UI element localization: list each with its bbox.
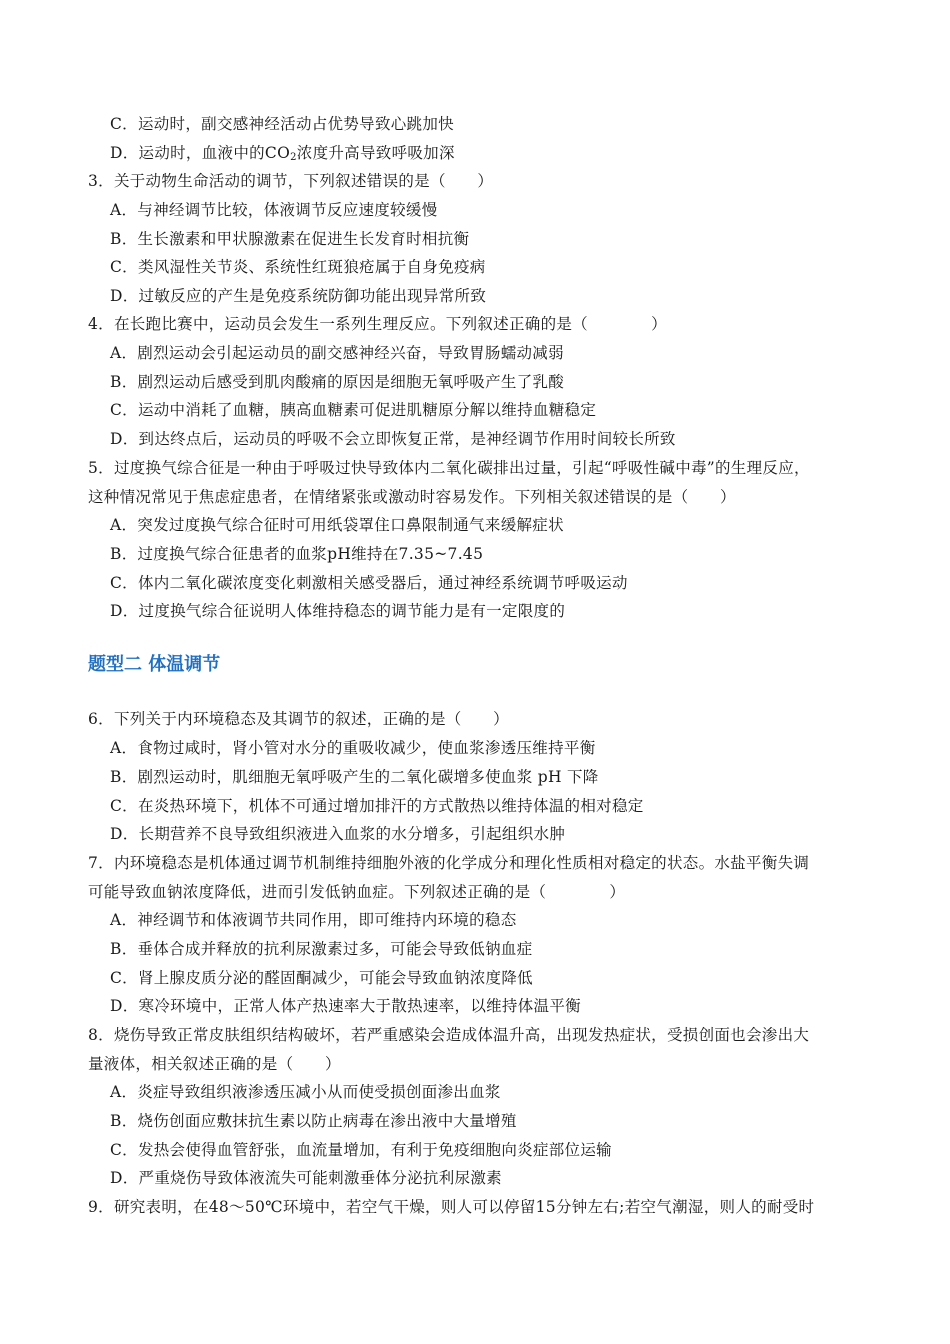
q2-option-c: C．运动时，副交感神经活动占优势导致心跳加快 xyxy=(110,115,454,133)
q7-option-a: A．神经调节和体液调节共同作用，即可维持内环境的稳态 xyxy=(110,911,517,929)
q7-option-c: C．肾上腺皮质分泌的醛固酮减少，可能会导致血钠浓度降低 xyxy=(110,969,533,987)
q7-option-d: D．寒冷环境中，正常人体产热速率大于散热速率，以维持体温平衡 xyxy=(110,997,581,1015)
q8-option-b: B．烧伤创面应敷抹抗生素以防止病毒在渗出液中大量增殖 xyxy=(110,1112,517,1130)
q8-stem-line-2: 量液体，相关叙述正确的是（ ） xyxy=(88,1055,341,1073)
q7-stem-line-1: 7．内环境稳态是机体通过调节机制维持细胞外液的化学成分和理化性质相对稳定的状态。水盐平衡失调 xyxy=(88,854,810,872)
q4-stem: 4．在长跑比赛中，运动员会发生一系列生理反应。下列叙述正确的是（ ） xyxy=(88,315,667,333)
q8-stem-line-1: 8．烧伤导致正常皮肤组织结构破坏，若严重感染会造成体温升高，出现发热症状，受损创面也会渗出大 xyxy=(88,1026,810,1044)
co2-subscript: 2 xyxy=(290,152,297,163)
q2-option-d-text: D．运动时，血液中的CO xyxy=(110,144,291,162)
q8-option-c: C．发热会使得血管舒张，血流量增加，有利于免疫细胞向炎症部位运输 xyxy=(110,1141,612,1159)
q6-option-b: B．剧烈运动时，肌细胞无氧呼吸产生的二氧化碳增多使血浆 pH 下降 xyxy=(110,768,599,786)
q8-option-d: D．严重烧伤导致体液流失可能刺激垂体分泌抗利尿激素 xyxy=(110,1169,502,1187)
q2-option-d xyxy=(110,142,455,169)
q8-option-a: A．炎症导致组织液渗透压减小从而使受损创面渗出血浆 xyxy=(110,1083,501,1101)
q5-option-d: D．过度换气综合征说明人体维持稳态的调节能力是有一定限度的 xyxy=(110,602,566,620)
q4-option-c: C．运动中消耗了血糖，胰高血糖素可促进肌糖原分解以维持血糖稳定 xyxy=(110,401,597,419)
q3-option-c: C．类风湿性关节炎、系统性红斑狼疮属于自身免疫病 xyxy=(110,258,486,276)
q4-option-a: A．剧烈运动会引起运动员的副交感神经兴奋，导致胃肠蠕动减弱 xyxy=(110,344,564,362)
q5-option-b: B．过度换气综合征患者的血浆pH维持在7.35~7.45 xyxy=(110,545,484,563)
q6-stem: 6．下列关于内环境稳态及其调节的叙述，正确的是（ ） xyxy=(88,710,509,728)
q3-option-a: A．与神经调节比较，体液调节反应速度较缓慢 xyxy=(110,201,438,219)
q6-option-c: C．在炎热环境下，机体不可通过增加排汗的方式散热以维持体温的相对稳定 xyxy=(110,797,644,815)
q4-option-b: B．剧烈运动后感受到肌肉酸痛的原因是细胞无氧呼吸产生了乳酸 xyxy=(110,373,565,391)
q5-stem-line-2: 这种情况常见于焦虑症患者，在情绪紧张或激动时容易发作。下列相关叙述错误的是（ ） xyxy=(88,488,736,506)
section-heading: 题型二 体温调节 xyxy=(88,654,221,675)
q6-option-d: D．长期营养不良导致组织液进入血浆的水分增多，引起组织水肿 xyxy=(110,825,566,843)
q5-option-c: C．体内二氧化碳浓度变化刺激相关感受器后，通过神经系统调节呼吸运动 xyxy=(110,574,628,592)
q6-option-a: A．食物过咸时，肾小管对水分的重吸收减少，使血浆渗透压维持平衡 xyxy=(110,739,596,757)
q9-stem: 9．研究表明，在48～50℃环境中，若空气干燥，则人可以停留15分钟左右;若空气潮湿，则人的耐受时 xyxy=(88,1198,815,1216)
q2-option-d-text-end: 浓度升高导致呼吸加深 xyxy=(296,144,455,162)
q5-stem-line-1: 5．过度换气综合征是一种由于呼吸过快导致体内二氧化碳排出过量，引起“呼吸性碱中毒”的生理反应， xyxy=(88,459,810,477)
q3-stem: 3．关于动物生命活动的调节，下列叙述错误的是（ ） xyxy=(88,172,494,190)
q7-option-b: B．垂体合成并释放的抗利尿激素过多，可能会导致低钠血症 xyxy=(110,940,533,958)
q4-option-d: D．到达终点后，运动员的呼吸不会立即恢复正常，是神经调节作用时间较长所致 xyxy=(110,430,676,448)
q7-stem-line-2: 可能导致血钠浓度降低，进而引发低钠血症。下列叙述正确的是（ ） xyxy=(88,883,626,901)
q3-option-b: B．生长激素和甲状腺激素在促进生长发育时相抗衡 xyxy=(110,230,470,248)
q3-option-d: D．过敏反应的产生是免疫系统防御功能出现异常所致 xyxy=(110,287,487,305)
q5-option-a: A．突发过度换气综合征时可用纸袋罩住口鼻限制通气来缓解症状 xyxy=(110,516,564,534)
